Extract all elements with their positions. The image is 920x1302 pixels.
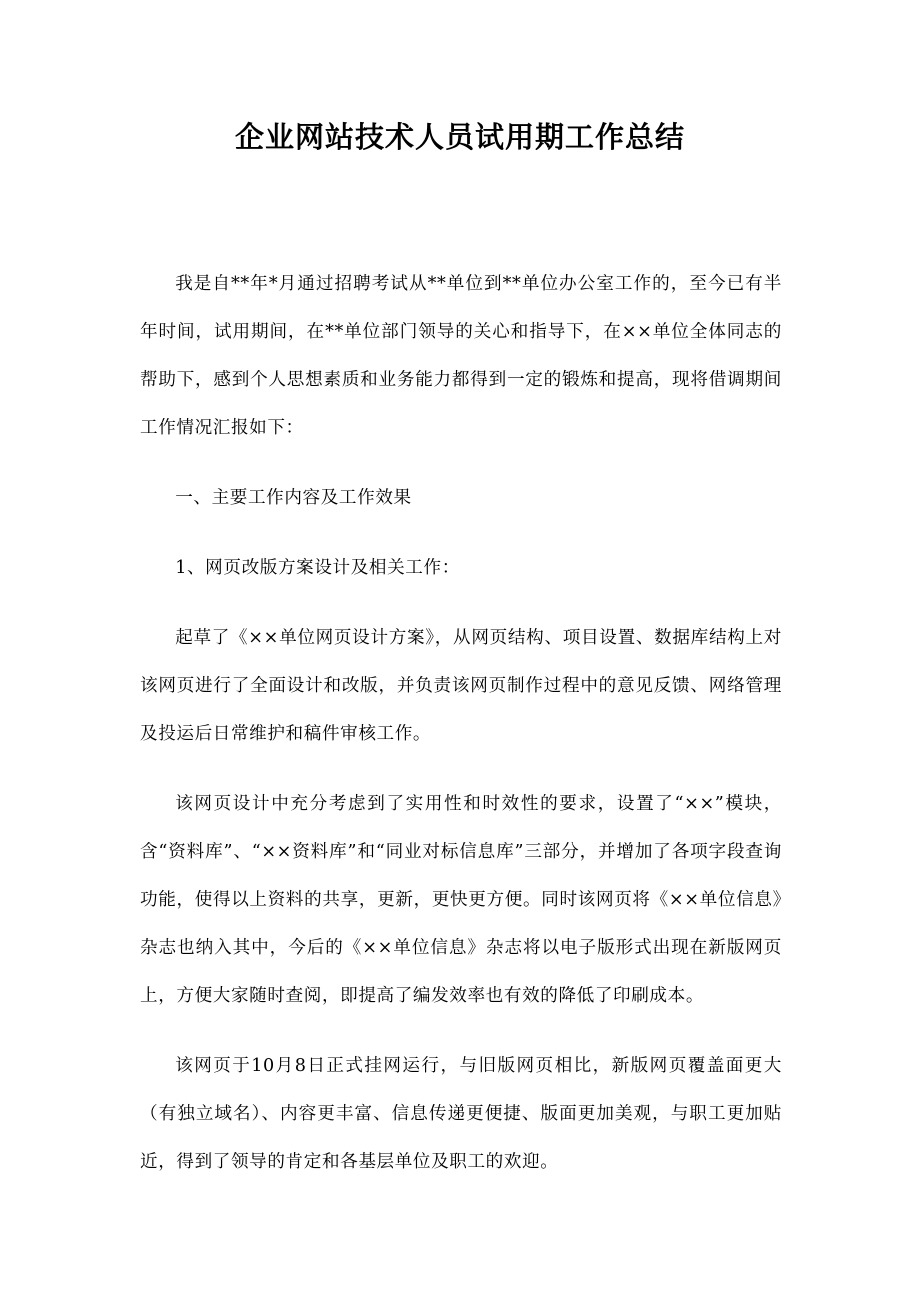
- intro-paragraph: 我是自**年*月通过招聘考试从**单位到**单位办公室工作的，至今已有半年时间，试用期间，在**单位部门领导的关心和指导下，在××单位全体同志的帮助下，感到个人思想素质和业务能力都得到一定的锻炼和提高，现将借调期间工作情况汇报如下：: [140, 274, 782, 438]
- body-paragraph-module-features: 该网页设计中充分考虑到了实用性和时效性的要求，设置了“××”模块，含“资料库”、“××资料库”和“同业对标信息库”三部分，并增加了各项字段查询功能，使得以上资料的共享，更新，更快更方便。同时该网页将《××单位信息》杂志也纳入其中，今后的《××单位信息》杂志将以电子版形式出现在新版网页上，方便大家随时查阅，即提高了编发效率也有效的降低了印刷成本。: [140, 794, 782, 1006]
- body-paragraph-design-plan: 起草了《××单位网页设计方案》，从网页结构、项目设置、数据库结构上对该网页进行了全面设计和改版，并负责该网页制作过程中的意见反馈、网络管理及投运后日常维护和稿件审核工作。: [140, 628, 782, 744]
- section-heading-main-work: 一、主要工作内容及工作效果: [175, 488, 412, 508]
- document-title: 企业网站技术人员试用期工作总结: [234, 120, 685, 154]
- subsection-heading-webpage-redesign: 1、网页改版方案设计及相关工作：: [175, 558, 460, 578]
- document-body: [140, 260, 782, 1208]
- body-paragraph-launch-result: 该网页于10月8日正式挂网运行，与旧版网页相比，新版网页覆盖面更大（有独立域名）、内容更丰富、信息传递更便捷、版面更加美观，与职工更加贴近，得到了领导的肯定和各基层单位及职工的欢迎。: [140, 1056, 782, 1172]
